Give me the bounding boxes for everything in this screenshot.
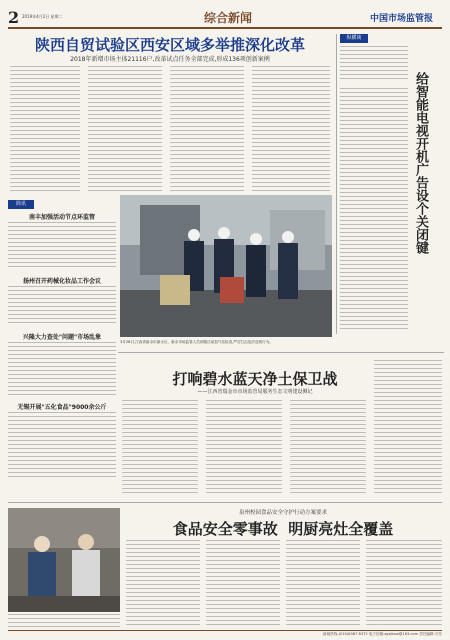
footer-rule [8, 630, 442, 631]
sidebar-feature-headline: 给智能电视开机广告设个关闭键 [413, 72, 428, 254]
bottom-column-4 [366, 540, 442, 628]
feature-column-4 [374, 360, 442, 496]
feature-column-2 [206, 400, 282, 496]
brief-item-body [8, 342, 116, 396]
sidebar-label: 纵横谈 [346, 35, 362, 41]
brief-list [8, 212, 116, 480]
lead-subheadline: 2018年新增市场主体21116户,改革试点任务全部完成,形成136项创新案例 [70, 56, 270, 63]
sidebar [340, 34, 444, 334]
sidebar-label-box [340, 34, 368, 43]
sidebar-divider [336, 34, 337, 334]
photo-image [120, 195, 332, 337]
feature-column-3 [290, 400, 366, 496]
sidebar-body-top [340, 46, 408, 82]
bottom-headline: 食品安全零事故 明厨亮灶全覆盖 [172, 520, 394, 538]
masthead-rule [8, 27, 442, 29]
bottom-column-1 [126, 540, 200, 628]
bottom-photo-caption-text [8, 614, 120, 628]
news-photo [120, 195, 332, 337]
brief-item-title: 兴隆大力查处"问题"市场乱象 [22, 334, 102, 341]
page-number: 2 [8, 8, 20, 27]
sidebar-body-1 [340, 88, 408, 332]
bottom-column-3 [286, 540, 360, 628]
bottom-kicker: 泉州校园食品安全守护行动方案要求 [238, 510, 327, 516]
photo-caption: 3月28日,江西省新余市渝水区、新余市场监管人员到辖区某加气站检查,严厉打击违法违规行为。 [120, 340, 273, 344]
paper-name: 中国市场监管报 [370, 14, 434, 24]
bottom-photo-image [8, 508, 120, 612]
brief-item-title: 无锡开展"五化食品"9000余公斤 [17, 404, 107, 411]
brief-label-box [8, 200, 34, 209]
lead-headline: 陕西自贸试验区西安区域多举推深化改革 [34, 36, 305, 54]
feature-divider [118, 352, 444, 353]
bottom-divider [8, 502, 442, 503]
feature-subheadline: ——江西省瑞金市市场监管局服务生态文明建设侧记 [197, 389, 313, 395]
brief-item-title: 扬州召开药械化妆品工作会议 [22, 278, 101, 285]
footer-text: 新闻热线:(010)6367 8372 电子信箱:zgzjbxw@163.com 责任编辑:方芳 [323, 632, 442, 636]
brief-item-body [8, 412, 116, 478]
bottom-column-2 [206, 540, 280, 628]
brief-item-title: 南丰加强活动节点环监管 [28, 214, 95, 221]
feature-headline: 打响碧水蓝天净土保卫战 [172, 370, 338, 388]
section-title: 综合新闻 [204, 11, 253, 25]
lead-column-3 [170, 66, 244, 194]
brief-item-body [8, 286, 116, 326]
brief-label: 简讯 [15, 201, 26, 207]
lead-column-1 [10, 66, 80, 194]
masthead [8, 6, 442, 28]
feature-column-1 [122, 400, 198, 496]
lead-column-2 [88, 66, 162, 194]
lead-column-4 [252, 66, 330, 194]
brief-item-body [8, 222, 116, 270]
date-line: 2019年4月2日 星期二 [22, 14, 63, 19]
bottom-photo [8, 508, 120, 612]
